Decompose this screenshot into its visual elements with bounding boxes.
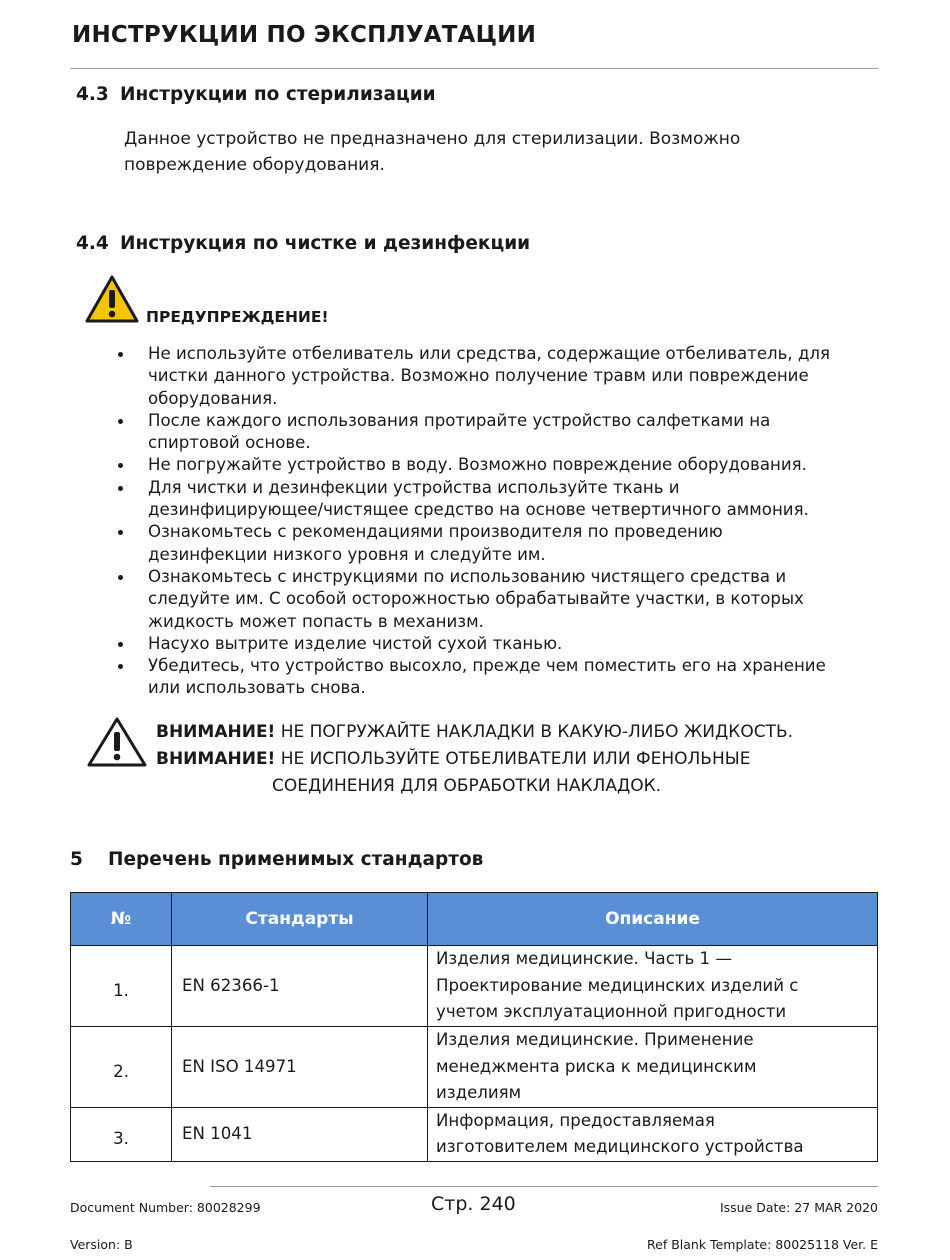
caution-text-continued: СОЕДИНЕНИЯ ДЛЯ ОБРАБОТКИ НАКЛАДОК. [272, 776, 662, 796]
list-item-line: Убедитесь, что устройство высохло, прежде чем поместить его на хранение [148, 656, 826, 676]
list-item-line: дезинфекции низкого уровня и следуйте им. [148, 544, 546, 564]
section-4-3-heading [76, 84, 436, 105]
list-item-line: дезинфицирующее/чистящее средство на основе четвертичного аммония. [148, 500, 809, 520]
page-number: Стр. 240 [431, 1193, 516, 1215]
list-item [118, 633, 878, 655]
list-item-line: жидкость может попасть в механизм. [148, 611, 484, 631]
section-title: Инструкции по стерилизации [120, 84, 436, 105]
standard-description [428, 946, 878, 1027]
list-item-line: спиртовой основе. [148, 433, 311, 453]
section-5-heading [70, 849, 483, 870]
caution-icon [86, 716, 148, 768]
table-row [71, 1027, 878, 1108]
caution-block [156, 719, 876, 800]
list-item-line: После каждого использования протирайте устройство салфетками на [148, 410, 771, 430]
list-item-line: Ознакомьтесь с инструкциями по использованию чистящего средства и [148, 566, 787, 586]
sterilization-text-line: повреждение оборудования. [124, 155, 385, 175]
description-line: изготовителем медицинского устройства [436, 1137, 804, 1156]
caution-line [156, 719, 876, 746]
list-item [118, 410, 878, 455]
warning-label: ПРЕДУПРЕЖДЕНИЕ! [146, 308, 329, 326]
list-item [118, 343, 878, 410]
section-title: Инструкция по чистке и дезинфекции [120, 233, 531, 254]
list-item-line: Насухо вытрите изделие чистой сухой тканью. [148, 633, 563, 653]
table-row [71, 1107, 878, 1161]
description-line: Информация, предоставляемая [436, 1110, 715, 1130]
sterilization-text [124, 126, 740, 178]
list-item [118, 521, 878, 566]
footer-divider [210, 1186, 878, 1187]
description-line: Проектирование медицинских изделий с [436, 975, 799, 995]
section-number: 4.4 [76, 233, 109, 254]
cleaning-instructions-list [118, 343, 878, 700]
issue-date: Issue Date: 27 MAR 2020 [719, 1200, 878, 1215]
template-reference: Ref Blank Template: 80025118 Ver. E [647, 1237, 878, 1252]
column-header-description: Описание [428, 893, 878, 946]
column-header-number: № [71, 893, 172, 946]
standard-description [428, 1107, 878, 1161]
description-line: менеджмента риска к медицинским [436, 1056, 757, 1076]
standard-code: EN 1041 [172, 1107, 428, 1161]
section-4-4-heading [76, 233, 530, 254]
row-number: 3. [71, 1107, 172, 1161]
list-item [118, 477, 878, 522]
row-number: 1. [71, 946, 172, 1027]
list-item [118, 655, 878, 700]
table-row [71, 946, 878, 1027]
section-number: 5 [70, 849, 83, 870]
version: Version: B [70, 1237, 133, 1252]
list-item-line: Не погружайте устройство в воду. Возможно повреждение оборудования. [148, 455, 807, 475]
row-number: 2. [71, 1027, 172, 1108]
column-header-standards: Стандарты [172, 893, 428, 946]
warning-icon [84, 274, 140, 324]
sterilization-text-line: Данное устройство не предназначено для стерилизации. Возможно [124, 129, 741, 149]
list-item [118, 454, 878, 476]
description-line: учетом эксплуатационной пригодности [436, 1002, 787, 1021]
standard-description [428, 1027, 878, 1108]
list-item-line: следуйте им. С особой осторожностью обрабатывайте участки, в которых [148, 589, 804, 609]
list-item-line: или использовать снова. [148, 678, 366, 698]
list-item-line: оборудования. [148, 388, 278, 408]
caution-label: ВНИМАНИЕ! [156, 749, 276, 769]
caution-text: НЕ ПОГРУЖАЙТЕ НАКЛАДКИ В КАКУЮ-ЛИБО ЖИДКОСТЬ. [275, 722, 794, 742]
table-header-row [71, 893, 878, 946]
standard-code: EN ISO 14971 [172, 1027, 428, 1108]
list-item [118, 566, 878, 633]
description-line: изделиям [436, 1083, 522, 1102]
section-number: 4.3 [76, 84, 109, 105]
caution-text: НЕ ИСПОЛЬЗУЙТЕ ОТБЕЛИВАТЕЛИ ИЛИ ФЕНОЛЬНЫЕ [275, 749, 751, 769]
list-item-line: Не используйте отбеливатель или средства, содержащие отбеливатель, для [148, 344, 831, 363]
standards-table [70, 892, 878, 1162]
list-item-line: Для чистки и дезинфекции устройства используйте ткань и [148, 477, 680, 497]
document-number: Document Number: 80028299 [70, 1200, 261, 1215]
description-line: Изделия медицинские. Часть 1 — [436, 949, 732, 968]
caution-label: ВНИМАНИЕ! [156, 722, 276, 742]
list-item-line: чистки данного устройства. Возможно получение травм или повреждение [148, 366, 809, 386]
description-line: Изделия медицинские. Применение [436, 1030, 754, 1049]
header-divider [70, 68, 878, 69]
document-title: ИНСТРУКЦИИ ПО ЭКСПЛУАТАЦИИ [72, 22, 537, 48]
section-title: Перечень применимых стандартов [108, 849, 484, 870]
list-item-line: Ознакомьтесь с рекомендациями производителя по проведению [148, 522, 723, 542]
caution-line [156, 746, 876, 773]
standard-code: EN 62366-1 [172, 946, 428, 1027]
